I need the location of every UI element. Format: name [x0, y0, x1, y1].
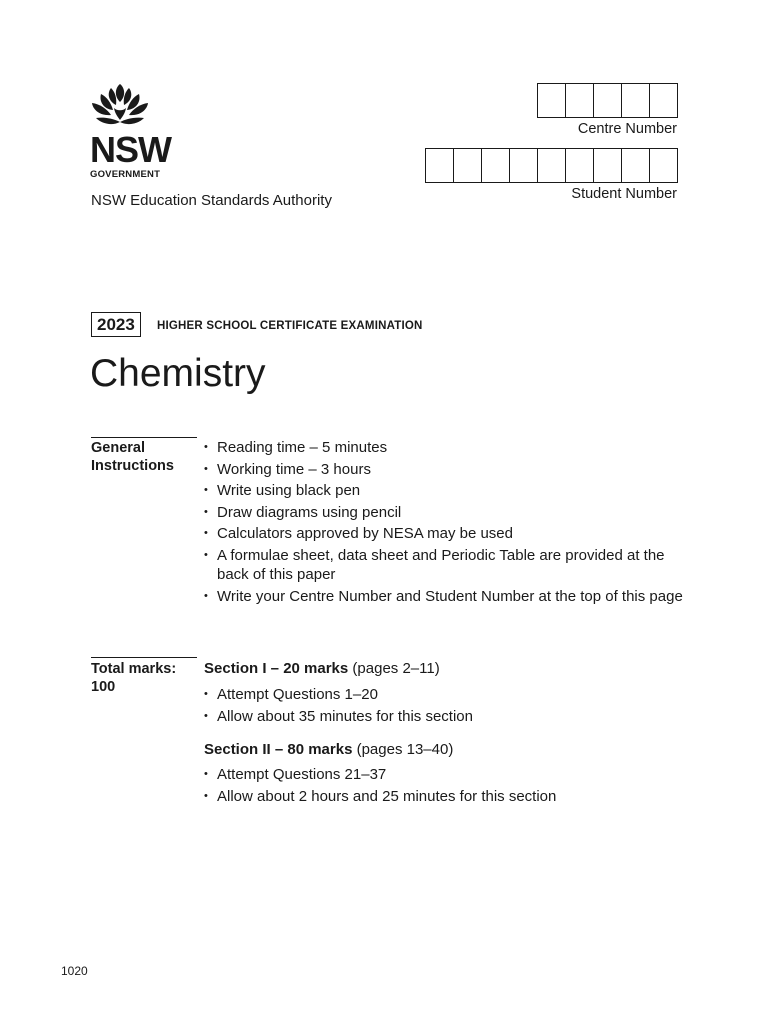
student-number-digit[interactable]: [481, 149, 509, 182]
section-instructions-list: [204, 765, 684, 808]
list-item: • Allow about 35 minutes for this section: [204, 707, 684, 726]
student-number-label: Student Number: [571, 186, 677, 202]
section-title: Section I – 20 marks: [204, 660, 349, 677]
list-item: • Write using black pen: [204, 481, 684, 500]
section-instructions-list: [204, 685, 684, 728]
section-pages: (pages 13–40): [352, 741, 454, 758]
student-number-digit[interactable]: [565, 149, 593, 182]
list-item: • A formulae sheet, data sheet and Periodic Table are provided at the back of this paper: [204, 546, 684, 584]
student-number-digit[interactable]: [649, 149, 677, 182]
student-number-digit[interactable]: [426, 149, 453, 182]
divider: [91, 437, 197, 438]
section-pages: (pages 2–11): [348, 660, 440, 677]
student-number-digit[interactable]: [509, 149, 537, 182]
list-item: • Write your Centre Number and Student Number at the top of this page: [204, 587, 684, 606]
centre-number-digit[interactable]: [621, 84, 649, 117]
total-marks-heading: Total marks: 100: [91, 661, 177, 695]
list-item: • Calculators approved by NESA may be used: [204, 524, 684, 543]
section-title: Section II – 80 marks: [204, 741, 353, 758]
list-item: • Allow about 2 hours and 25 minutes for this section: [204, 787, 684, 806]
student-number-boxes[interactable]: [425, 148, 678, 183]
authority-name: NSW Education Standards Authority: [91, 192, 332, 209]
divider: [91, 657, 197, 658]
exam-title: HIGHER SCHOOL CERTIFICATE EXAMINATION: [157, 320, 423, 332]
general-instructions-heading: General Instructions: [91, 440, 174, 474]
logo-subtitle: GOVERNMENT: [90, 169, 161, 180]
exam-year: 2023: [91, 312, 141, 337]
student-number-digit[interactable]: [593, 149, 621, 182]
paper-code: 1020: [61, 964, 88, 978]
list-item: • Reading time – 5 minutes: [204, 438, 684, 457]
section-heading: [204, 659, 440, 678]
waratah-flower-icon: [90, 82, 150, 130]
student-number-digit[interactable]: [453, 149, 481, 182]
student-number-digit[interactable]: [621, 149, 649, 182]
student-number-digit[interactable]: [537, 149, 565, 182]
logo-wordmark: NSW: [90, 129, 171, 170]
list-item: • Working time – 3 hours: [204, 460, 684, 479]
nsw-government-logo: [90, 82, 182, 180]
centre-number-digit[interactable]: [593, 84, 621, 117]
subject-title: Chemistry: [90, 352, 266, 395]
centre-number-digit[interactable]: [649, 84, 677, 117]
list-item: • Attempt Questions 21–37: [204, 765, 684, 784]
general-instructions-list: [204, 438, 684, 608]
list-item: • Draw diagrams using pencil: [204, 503, 684, 522]
centre-number-digit[interactable]: [565, 84, 593, 117]
centre-number-digit[interactable]: [538, 84, 565, 117]
centre-number-label: Centre Number: [577, 121, 677, 137]
list-item: • Attempt Questions 1–20: [204, 685, 684, 704]
centre-number-boxes[interactable]: [537, 83, 678, 118]
section-heading: [204, 740, 453, 759]
